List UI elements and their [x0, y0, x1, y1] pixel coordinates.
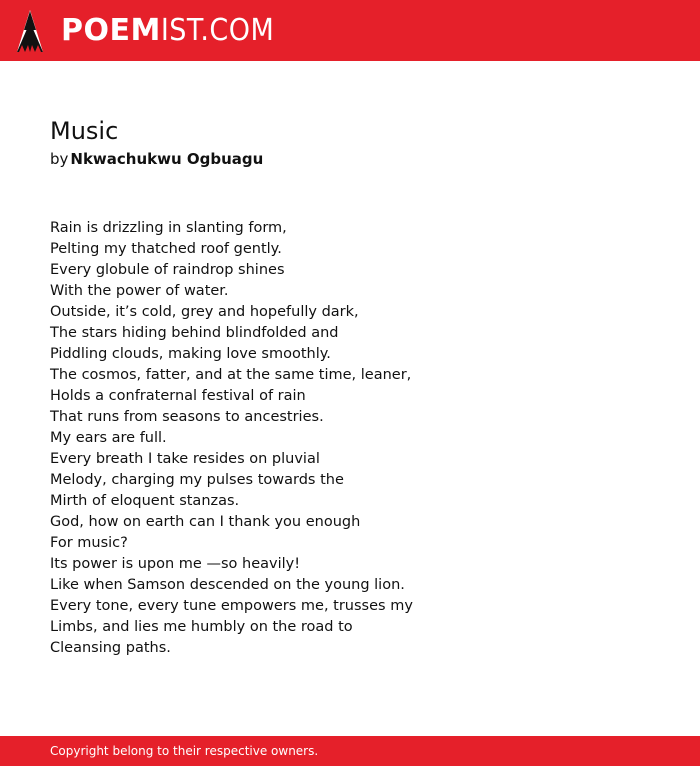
poem-line: God, how on earth can I thank you enough [50, 514, 361, 530]
poem-line: Holds a confraternal festival of rain [50, 388, 306, 404]
poem-line: Its power is upon me —so heavily! [50, 556, 301, 572]
poem-line: Every globule of raindrop shines [50, 262, 285, 278]
site-logo[interactable] [17, 9, 274, 53]
poem-line: Cleansing paths. [50, 640, 171, 656]
logo-wordmark [61, 9, 274, 53]
poem-byline [50, 148, 263, 170]
by-label: by [50, 150, 69, 168]
poem-line: Melody, charging my pulses towards the [50, 472, 344, 488]
poem-line: Limbs, and lies me humbly on the road to [50, 619, 353, 635]
poem-line: Every breath I take resides on pluvial [50, 451, 320, 467]
poem-line: With the power of water. [50, 283, 229, 299]
site-footer [0, 736, 700, 766]
poem-line: Mirth of eloquent stanzas. [50, 493, 240, 509]
poem-line: The stars hiding behind blindfolded and [50, 325, 339, 341]
poem-line: My ears are full. [50, 430, 167, 446]
poem-title: Music [50, 117, 119, 145]
poem-line: Piddling clouds, making love smoothly. [50, 346, 331, 362]
poem-body [50, 218, 650, 659]
site-header [0, 0, 700, 61]
poem-line: Pelting my thatched roof gently. [50, 241, 282, 257]
author-name[interactable]: Nkwachukwu Ogbuagu [70, 150, 264, 168]
poem-line: That runs from seasons to ancestries. [50, 409, 324, 425]
copyright-text: Copyright belong to their respective owners. [50, 744, 319, 758]
poem-line: Every tone, every tune empowers me, trusses my [50, 598, 413, 614]
poem-line: For music? [50, 535, 128, 551]
poem-line: The cosmos, fatter, and at the same time, leaner, [50, 367, 412, 383]
logo-text-light: IST.COM [160, 13, 275, 48]
poem-line: Like when Samson descended on the young lion. [50, 577, 405, 593]
logo-text-bold: POEM [61, 13, 161, 48]
poem-line: Rain is drizzling in slanting form, [50, 220, 287, 236]
poem-line: Outside, it’s cold, grey and hopefully dark, [50, 304, 359, 320]
pencil-tip-icon [17, 10, 43, 52]
